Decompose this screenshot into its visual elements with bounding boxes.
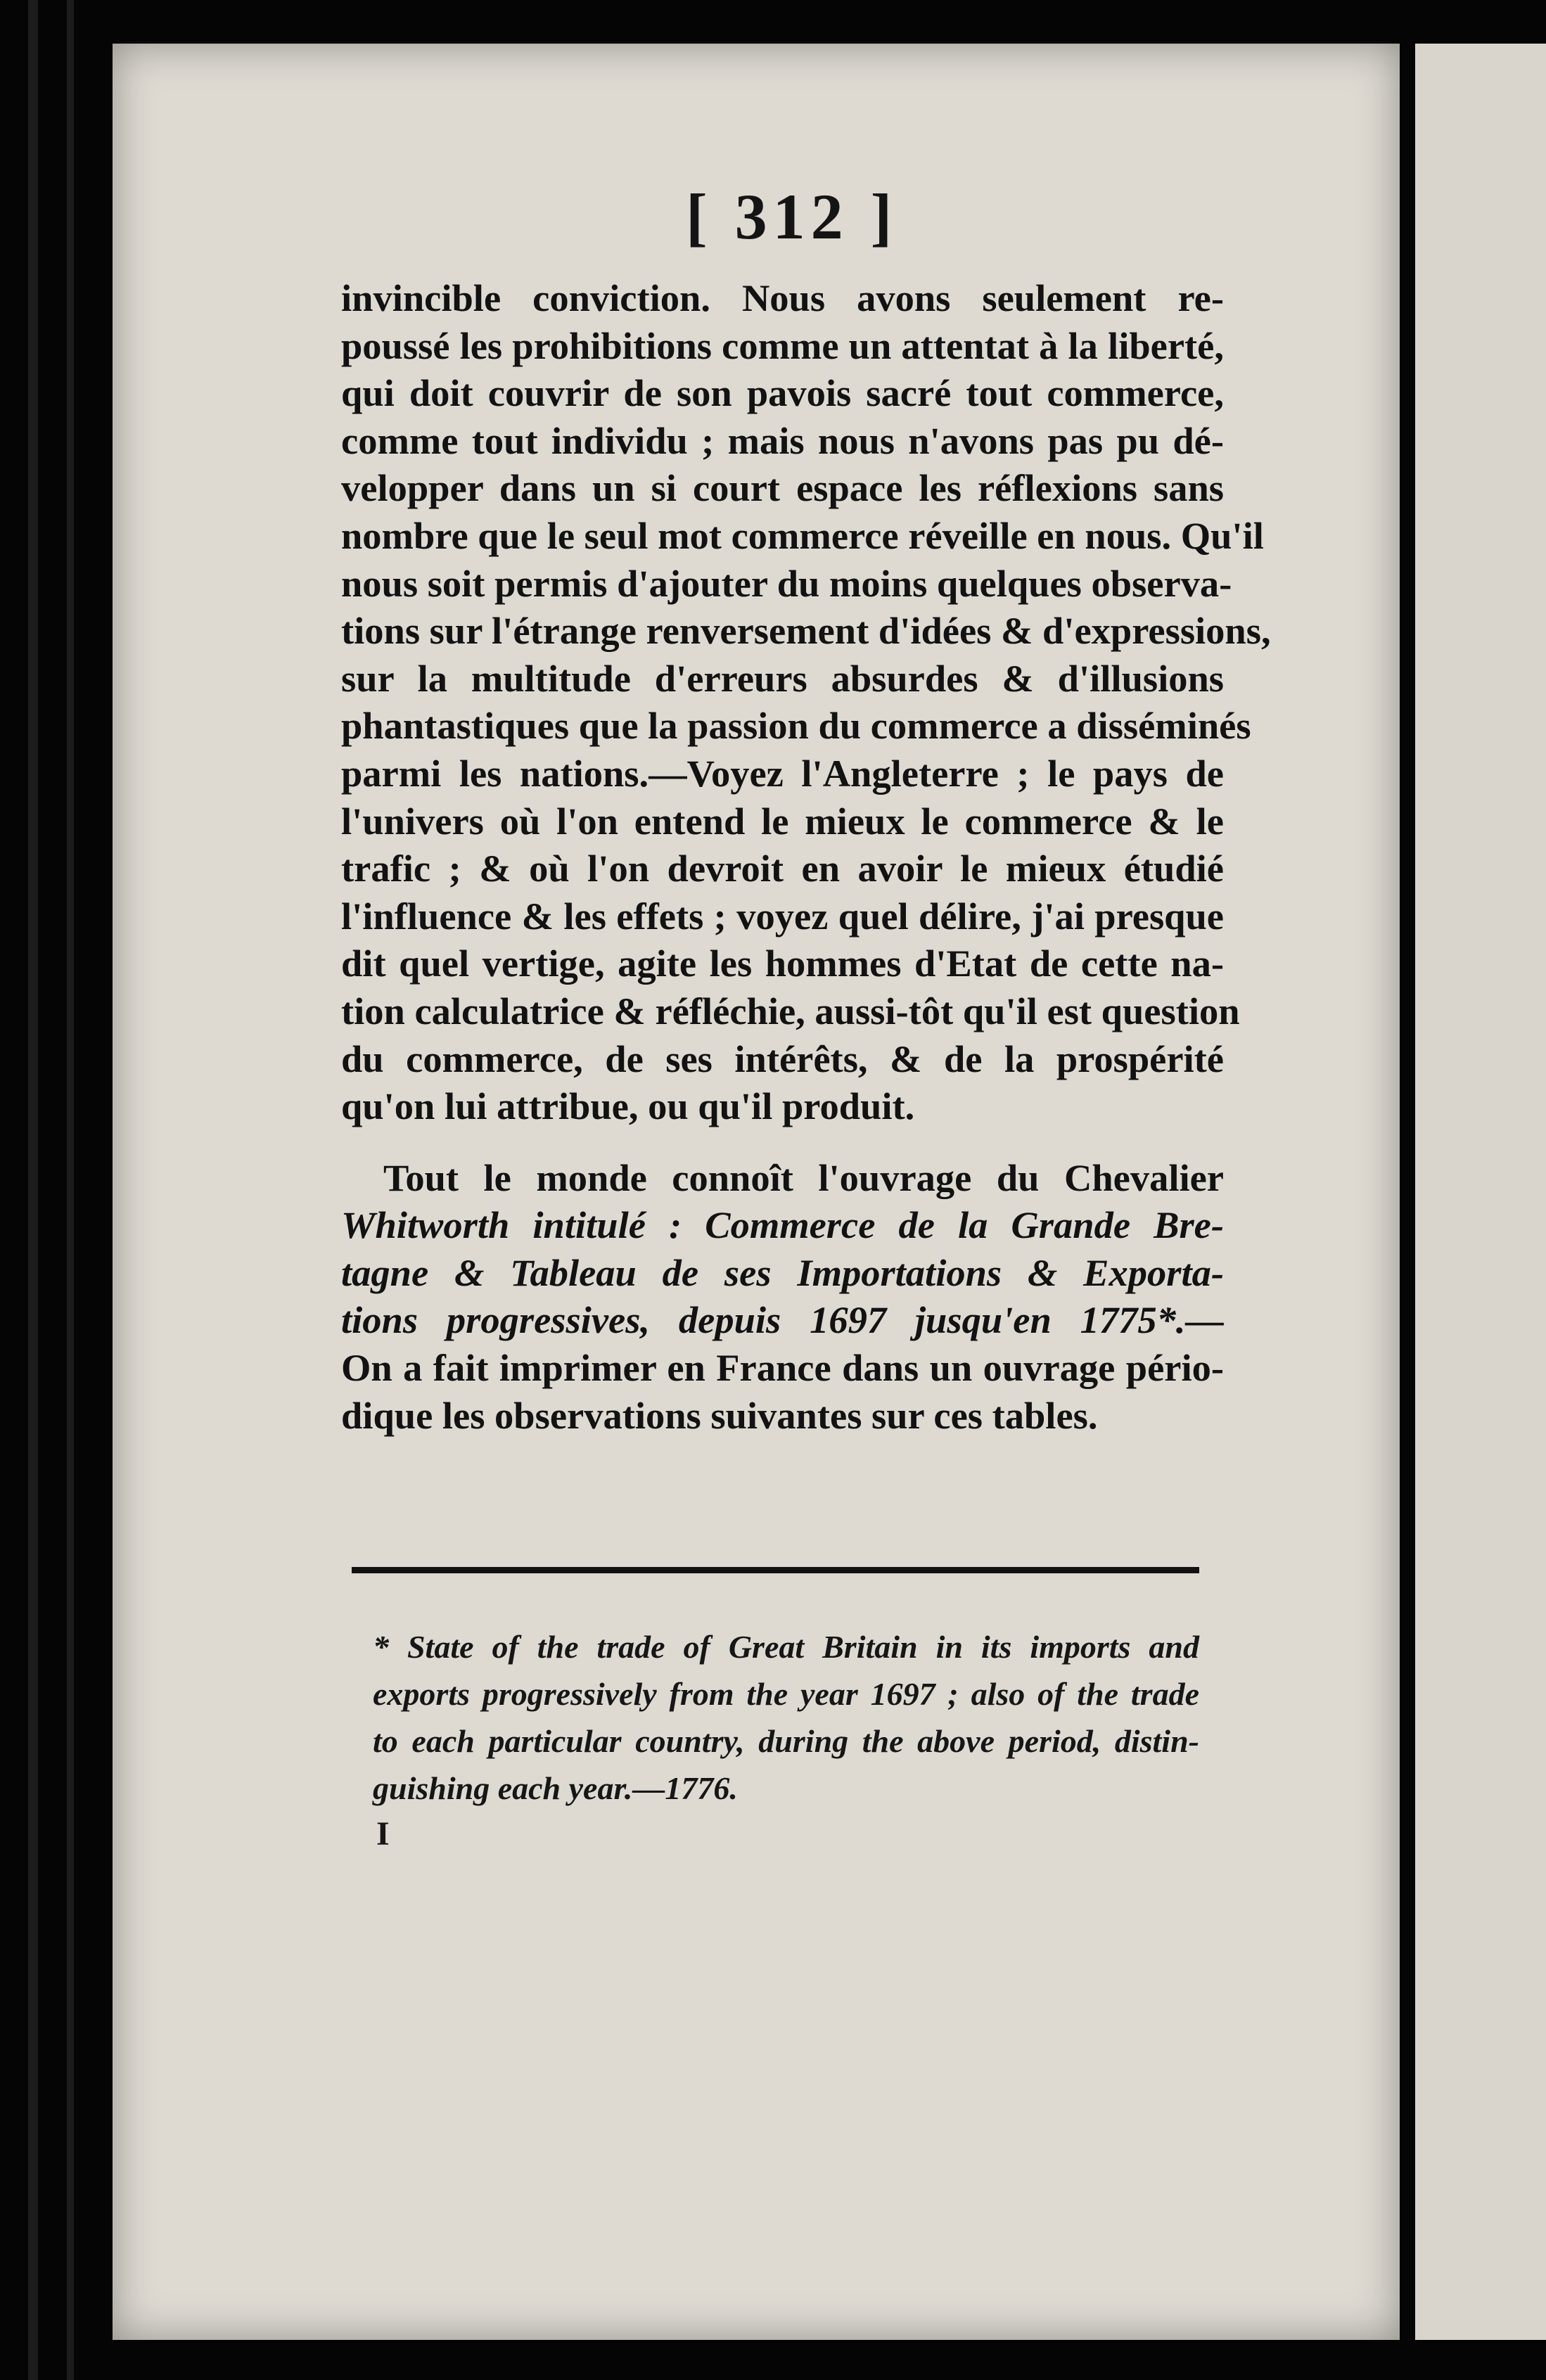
footnote-line: * State of the trade of Great Britain in its imports and — [373, 1629, 1199, 1665]
facing-page-edge — [1415, 44, 1546, 2340]
text-line: du commerce, de ses intérêts, & de la prospérité — [341, 1037, 1224, 1080]
text-line: velopper dans un si court espace les réflexions sans — [341, 466, 1224, 510]
text-line: parmi les nations.—Voyez l'Angleterre ; le pays de — [341, 751, 1224, 795]
text-line: qui doit couvrir de son pavois sacré tout commerce, — [341, 371, 1224, 415]
text-line: qu'on lui attribue, ou qu'il produit. — [341, 1085, 915, 1128]
text-line: Tout le monde connoît l'ouvrage du Chevalier — [383, 1156, 1224, 1199]
text-line: comme tout individu ; mais nous n'avons pas pu dé- — [341, 418, 1224, 462]
text-line: tions progressives, depuis 1697 jusqu'en 1775*.— — [341, 1298, 1224, 1342]
text-line: dique les observations suivantes sur ces tables. — [341, 1393, 1098, 1437]
footnote-line: guishing each year.—1776. — [373, 1770, 738, 1806]
signature-mark: I — [376, 1815, 390, 1853]
text-line: nombre que le seul mot commerce réveille en nous. Qu'il — [341, 513, 1264, 557]
text-line: On a fait imprimer en France dans un ouvrage pério- — [341, 1346, 1224, 1390]
text-line: poussé les prohibitions comme un attentat à la liberté, — [341, 324, 1224, 367]
text-line: dit quel vertige, agite les hommes d'Etat de cette na- — [341, 942, 1224, 985]
paragraph-2 — [341, 1154, 1224, 1440]
paragraph-1 — [341, 274, 1271, 1130]
text-line: l'univers où l'on entend le mieux le commerce & le — [341, 799, 1224, 843]
footnote-rule — [352, 1567, 1199, 1573]
text-line: phantastiques que la passion du commerce a disséminés — [341, 704, 1251, 748]
scanner-edge-left — [28, 0, 38, 2380]
text-line: tion calculatrice & réfléchie, aussi-tôt qu'il est question — [341, 989, 1240, 1032]
page-number-header: [ 312 ] — [686, 181, 898, 252]
text-line: invincible conviction. Nous avons seulement re- — [341, 276, 1224, 319]
text-line: l'influence & les effets ; voyez quel délire, j'ai presque — [341, 894, 1224, 938]
text-line: tagne & Tableau de ses Importations & Exporta- — [341, 1250, 1224, 1294]
footnote — [373, 1623, 1199, 1812]
text-line: nous soit permis d'ajouter du moins quelques observa- — [341, 561, 1232, 605]
scanner-edge-left-2 — [67, 0, 74, 2380]
footnote-line: exports progressively from the year 1697 ; also of the trade — [373, 1676, 1199, 1712]
text-line: sur la multitude d'erreurs absurdes & d'illusions — [341, 656, 1224, 700]
text-line: Whitworth intitulé : Commerce de la Grande Bre- — [341, 1203, 1224, 1247]
text-line: trafic ; & où l'on devroit en avoir le mieux étudié — [341, 847, 1224, 890]
footnote-line: to each particular country, during the above period, distin- — [373, 1723, 1199, 1759]
main-text — [341, 274, 1271, 1439]
text-line: tions sur l'étrange renversement d'idées & d'expressions, — [341, 609, 1271, 653]
